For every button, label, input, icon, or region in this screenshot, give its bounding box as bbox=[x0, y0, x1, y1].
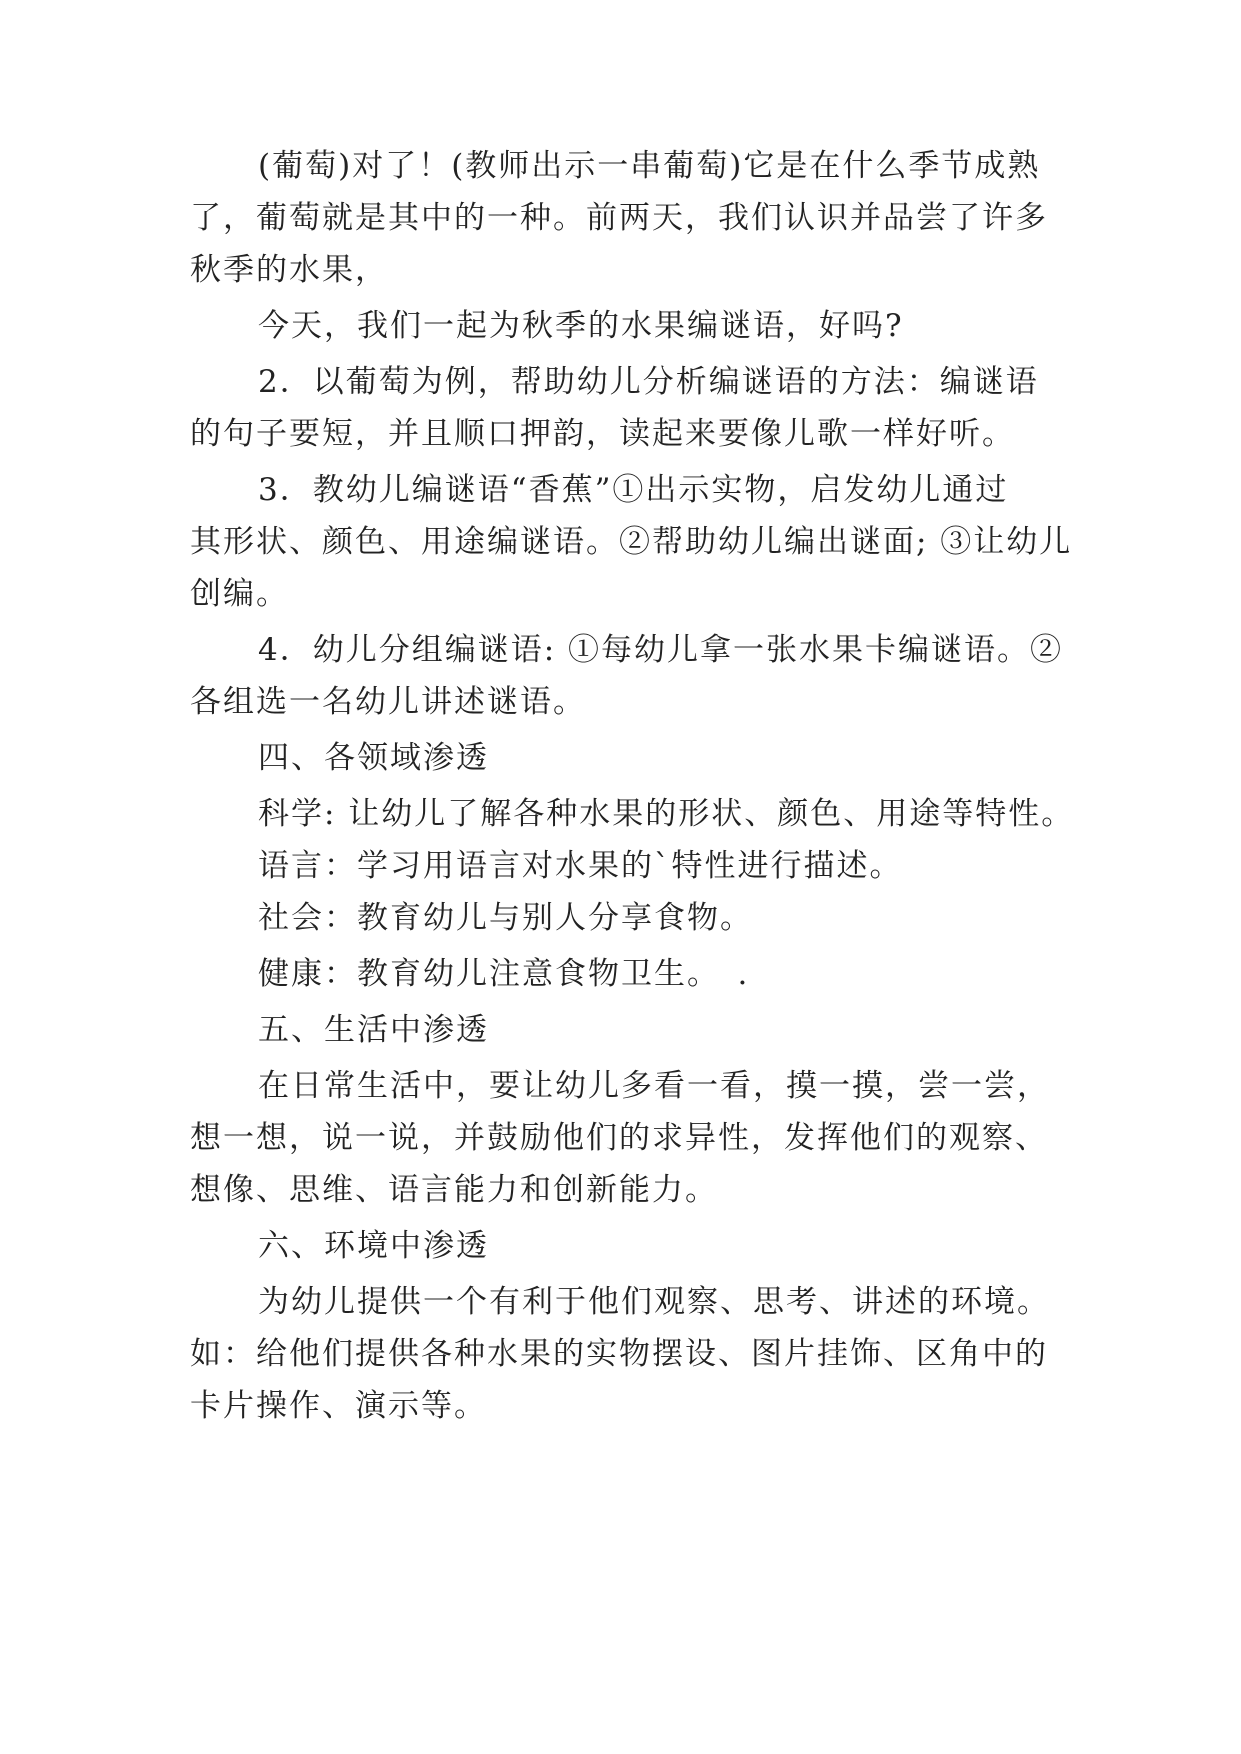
text-line: 想像、思维、语言能力和创新能力。 bbox=[190, 1172, 718, 1208]
text-line: 在日常生活中，要让幼儿多看一看，摸一摸，尝一尝， bbox=[258, 1068, 1050, 1104]
text-line: 如：给他们提供各种水果的实物摆设、图片挂饰、区角中的 bbox=[190, 1336, 1048, 1372]
section-heading: 五、生活中渗透 bbox=[258, 1012, 489, 1048]
text-line: 秋季的水果， bbox=[190, 252, 388, 288]
text-line: 2．以葡萄为例，帮助幼儿分析编谜语的方法：编谜语 bbox=[258, 364, 1039, 400]
text-line: 今天，我们一起为秋季的水果编谜语，好吗? bbox=[258, 308, 904, 344]
text-line: 为幼儿提供一个有利于他们观察、思考、讲述的环境。 bbox=[258, 1284, 1050, 1320]
text-line: 健康：教育幼儿注意食物卫生。 . bbox=[258, 956, 750, 992]
text-line: 创编。 bbox=[190, 576, 289, 612]
text-line: 的句子要短，并且顺口押韵，读起来要像儿歌一样好听。 bbox=[190, 416, 1015, 452]
text-line: (葡萄)对了！(教师出示一串葡萄)它是在什么季节成熟 bbox=[258, 148, 1041, 184]
text-line: 想一想，说一说，并鼓励他们的求异性，发挥他们的观察、 bbox=[190, 1120, 1048, 1156]
text-line: 科学: 让幼儿了解各种水果的形状、颜色、用途等特性。 bbox=[258, 796, 1075, 832]
section-heading: 六、环境中渗透 bbox=[258, 1228, 489, 1264]
text-line: 卡片操作、演示等。 bbox=[190, 1388, 487, 1424]
text-line: 4．幼儿分组编谜语: ①每幼儿拿一张水果卡编谜语。② bbox=[258, 632, 1064, 668]
text-line: 各组选一名幼儿讲述谜语。 bbox=[190, 684, 586, 720]
text-line: 社会：教育幼儿与别人分享食物。 bbox=[258, 900, 753, 936]
text-line: 了，葡萄就是其中的一种。前两天，我们认识并品尝了许多 bbox=[190, 200, 1048, 236]
text-line: 其形状、颜色、用途编谜语。②帮助幼儿编出谜面; ③让幼儿 bbox=[190, 524, 1073, 560]
text-line: 3．教幼儿编谜语“香蕉”①出示实物，启发幼儿通过 bbox=[258, 472, 1009, 508]
section-heading: 四、各领域渗透 bbox=[258, 740, 489, 776]
text-line: 语言：学习用语言对水果的`特性进行描述。 bbox=[258, 848, 903, 884]
